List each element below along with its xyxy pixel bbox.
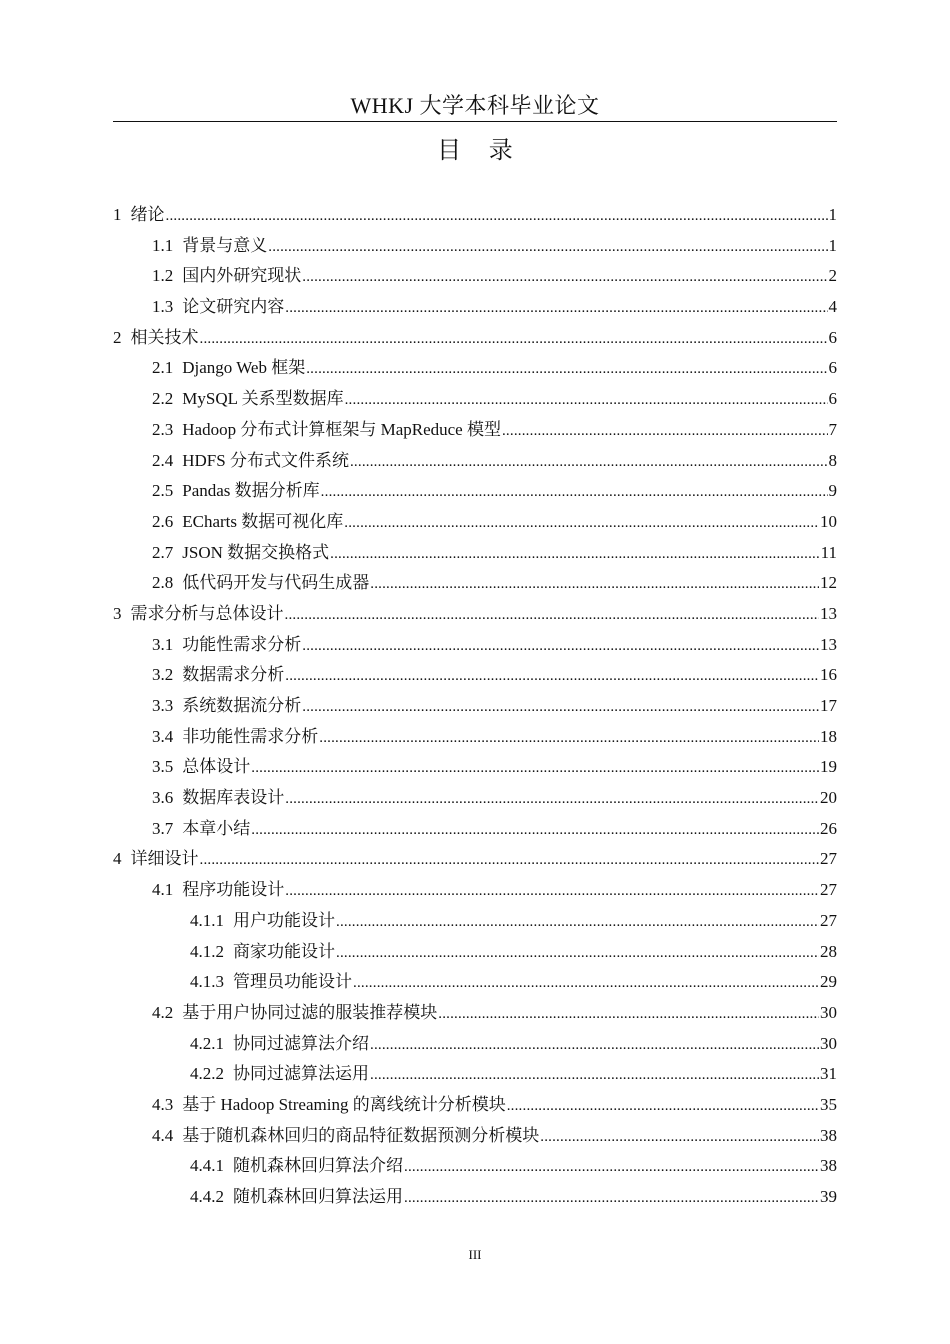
toc-entry-number: 3.7 [152,818,174,838]
toc-entry[interactable] [113,660,837,691]
toc-entry-page: 27 [820,880,837,900]
toc-leader-dots [285,784,819,815]
toc-leader-dots [438,999,819,1030]
toc-entry-number: 4.4.1 [190,1156,224,1176]
toc-entry-number: 1.2 [152,266,174,286]
toc-entry-number: 2.5 [152,481,174,501]
toc-entry-number: 3.1 [152,634,174,654]
toc-entry-label: 管理员功能设计 [233,972,352,992]
toc-entry[interactable] [113,844,837,875]
toc-leader-dots [302,631,819,662]
toc-leader-dots [302,692,819,723]
toc-leader-dots [285,600,820,631]
toc-entry-number: 4.3 [152,1094,174,1114]
toc-entry[interactable] [113,323,837,354]
toc-leader-dots [370,1030,819,1061]
toc-entry-page: 27 [820,849,837,869]
toc-leader-dots [268,232,827,263]
toc-leader-dots [336,938,819,969]
toc-leader-dots [350,447,828,478]
toc-entry[interactable] [113,1182,837,1213]
toc-leader-dots [336,907,819,938]
toc-entry[interactable] [113,1029,837,1060]
toc-entry-number: 1.3 [152,297,174,317]
toc-entry-label: 国内外研究现状 [182,266,302,286]
toc-entry-label: 绪论 [130,205,165,224]
toc-entry-label: 论文研究内容 [182,297,285,317]
toc-entry[interactable] [113,384,837,415]
toc-leader-dots [251,753,819,784]
toc-entry-page: 2 [828,266,837,286]
toc-entry-page: 1 [828,235,837,255]
toc-entry-page: 29 [820,972,837,992]
toc-entry-page: 35 [820,1094,837,1114]
toc-leader-dots [285,661,819,692]
toc-entry-number: 4.2 [152,1002,174,1022]
toc-leader-dots [251,815,819,846]
toc-entry-page: 16 [820,665,837,685]
toc-title: 目 录 [437,136,523,164]
toc-entry[interactable] [113,415,837,446]
toc-entry-label: ECharts 数据可视化库 [182,511,344,531]
toc-entry-page: 39 [820,1187,837,1206]
toc-entry-label: Pandas 数据分析库 [182,481,320,501]
toc-entry-label: 基于随机森林回归的商品特征数据预测分析模块 [182,1125,540,1145]
toc-entry-label: 背景与意义 [182,235,268,255]
toc-entry-number: 3.4 [152,726,174,746]
toc-leader-dots [404,1183,819,1214]
toc-entry-page: 4 [828,297,837,317]
toc-leader-dots [330,539,820,570]
toc-leader-dots [507,1091,819,1122]
toc-entry[interactable] [113,1059,837,1090]
toc-entry-number: 4.4 [152,1125,174,1145]
toc-entry[interactable] [113,507,837,538]
toc-entry[interactable] [113,752,837,783]
toc-entry-page: 26 [820,818,837,838]
toc-entry-page: 6 [828,327,837,347]
toc-entry-page: 30 [820,1033,837,1053]
toc-entry-page: 10 [820,511,837,531]
toc-leader-dots [540,1122,819,1153]
toc-entry-label: 随机森林回归算法介绍 [233,1156,403,1176]
toc-leader-dots [285,293,827,324]
toc-entry[interactable] [113,200,837,231]
toc-entry-label: 基于用户协同过滤的服装推荐模块 [182,1002,438,1022]
toc-entry-page: 11 [820,542,837,562]
toc-entry-page: 17 [820,696,837,715]
toc-entry-label: 协同过滤算法运用 [233,1064,369,1084]
toc-entry-page: 8 [828,450,837,470]
toc-entry-number: 4.2.1 [190,1033,224,1053]
toc-leader-dots [344,508,819,539]
toc-entry-label: 程序功能设计 [182,880,285,900]
toc-entry[interactable] [113,599,837,630]
toc-entry[interactable] [113,231,837,262]
toc-leader-dots [285,876,819,907]
toc-entry-number: 2.7 [152,542,174,562]
toc-leader-dots [319,723,819,754]
toc-entry-page: 31 [820,1064,837,1084]
toc-entry-label: 基于 Hadoop Streaming 的离线统计分析模块 [182,1094,506,1114]
toc-entry[interactable] [113,1121,837,1152]
toc-entry[interactable] [113,875,837,906]
toc-entry[interactable] [113,937,837,968]
toc-entry-label: 需求分析与总体设计 [130,603,284,623]
toc-entry-page: 20 [820,788,837,808]
toc-entry-page: 27 [820,910,837,930]
toc-entry-page: 28 [820,941,837,961]
toc-entry-number: 3.5 [152,757,174,777]
toc-entry-label: 数据需求分析 [182,665,285,685]
toc-entry-label: Django Web 框架 [182,358,306,378]
toc-entry[interactable] [113,538,837,569]
toc-leader-dots [200,845,820,876]
toc-leader-dots [166,201,828,232]
toc-entry-number: 4.4.2 [190,1187,224,1206]
toc-entry-number: 2 [113,327,122,347]
toc-entry-number: 2.8 [152,573,174,593]
toc-entry-label: 非功能性需求分析 [182,726,319,746]
toc-entry-number: 4.1.1 [190,910,224,930]
toc-entry[interactable] [113,814,837,845]
toc-entry[interactable] [113,261,837,292]
toc-entry-label: 低代码开发与代码生成器 [182,573,370,593]
toc-leader-dots [353,968,819,999]
toc-leader-dots [404,1152,819,1183]
toc-entry-page: 13 [820,634,837,654]
toc-entry-label: 本章小结 [182,818,251,838]
toc-entry-page: 30 [820,1002,837,1022]
toc-entry[interactable] [113,967,837,998]
toc-entry-page: 13 [820,603,837,623]
toc-entry-label: 用户功能设计 [233,910,335,930]
toc-entry-label: JSON 数据交换格式 [182,542,330,562]
toc-entry[interactable] [113,722,837,753]
toc-entry[interactable] [113,476,837,507]
toc-entry-number: 4.1.2 [190,941,224,961]
toc-entry-label: 相关技术 [130,327,199,347]
toc-entry-label: 功能性需求分析 [182,634,302,654]
toc-leader-dots [302,262,827,293]
toc-entry-page: 38 [820,1156,837,1176]
toc-entry-number: 4 [113,849,122,869]
toc-entry[interactable] [113,1151,837,1182]
toc-entry-number: 4.1 [152,880,174,900]
toc-entry-label: HDFS 分布式文件系统 [182,450,349,470]
table-of-contents [113,200,837,1213]
toc-entry-number: 2.4 [152,450,174,470]
toc-leader-dots [321,477,828,508]
toc-entry-number: 2.6 [152,511,174,531]
toc-entry-label: 详细设计 [130,849,199,869]
toc-leader-dots [200,324,828,355]
toc-entry-number: 3.2 [152,665,174,685]
toc-entry[interactable] [113,998,837,1029]
toc-entry-page: 1 [828,205,837,224]
toc-entry-label: MySQL 关系型数据库 [182,389,344,409]
toc-entry[interactable] [113,691,837,722]
toc-entry-label: 协同过滤算法介绍 [233,1033,369,1053]
toc-entry-label: 数据库表设计 [182,788,285,808]
toc-entry[interactable] [113,783,837,814]
toc-leader-dots [306,354,827,385]
toc-entry-page: 18 [820,726,837,746]
toc-entry-page: 12 [820,573,837,593]
page-number: III [468,1247,482,1262]
toc-entry[interactable] [113,568,837,599]
toc-leader-dots [502,416,828,447]
toc-entry[interactable] [113,353,837,384]
toc-entry[interactable] [113,906,837,937]
header-rule [113,121,837,122]
page-header-title: WHKJ 大学本科毕业论文 [350,93,600,118]
toc-entry-page: 6 [828,389,837,409]
toc-entry-page: 9 [828,481,837,501]
toc-entry-page: 38 [820,1125,837,1145]
toc-entry-number: 3 [113,603,122,623]
toc-entry-label: 随机森林回归算法运用 [233,1187,403,1206]
toc-entry-label: 系统数据流分析 [182,696,302,715]
toc-entry-label: 商家功能设计 [233,941,335,961]
toc-entry-number: 1 [113,205,122,224]
toc-entry-page: 7 [828,419,837,439]
toc-entry-page: 19 [820,757,837,777]
toc-leader-dots [370,569,819,600]
toc-entry-number: 1.1 [152,235,174,255]
toc-entry-number: 3.3 [152,696,174,715]
toc-entry[interactable] [113,446,837,477]
toc-entry-number: 4.2.2 [190,1064,224,1084]
toc-entry-label: Hadoop 分布式计算框架与 MapReduce 模型 [182,419,501,439]
toc-entry[interactable] [113,1090,837,1121]
toc-entry[interactable] [113,630,837,661]
toc-entry-number: 2.1 [152,358,174,378]
toc-entry-number: 4.1.3 [190,972,224,992]
toc-entry-number: 3.6 [152,788,174,808]
toc-entry-page: 6 [828,358,837,378]
toc-entry-label: 总体设计 [182,757,251,777]
toc-entry-number: 2.3 [152,419,174,439]
toc-entry[interactable] [113,292,837,323]
toc-entry-number: 2.2 [152,389,174,409]
toc-leader-dots [370,1060,819,1091]
toc-leader-dots [345,385,828,416]
